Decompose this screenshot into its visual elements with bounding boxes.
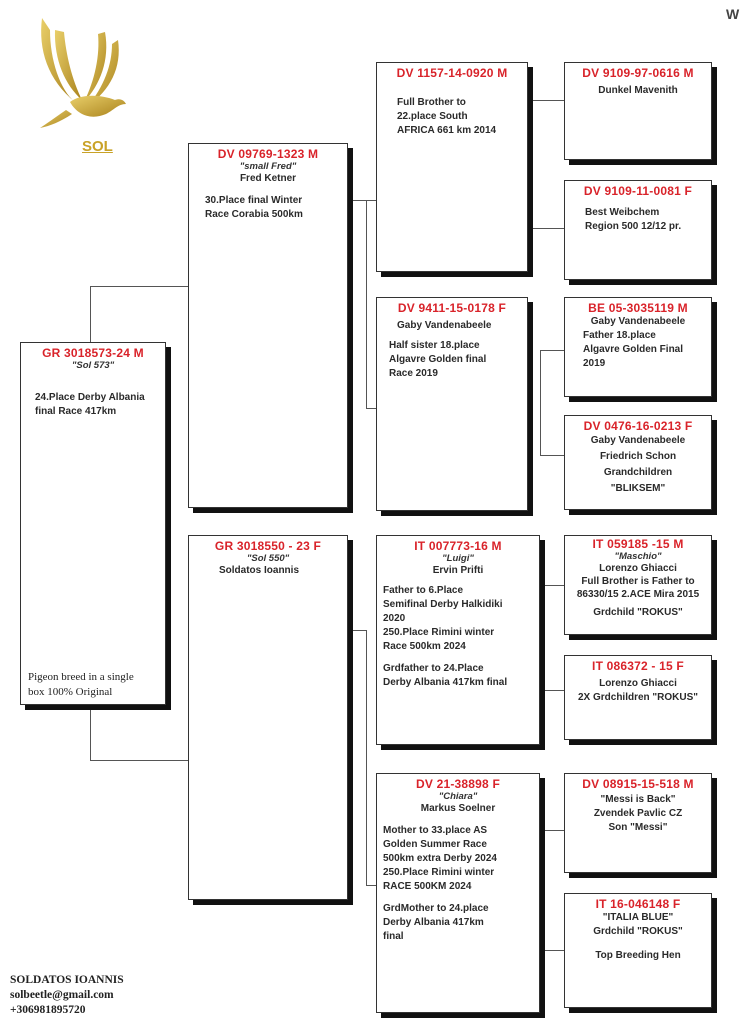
dam-sire-id: IT 007773-16 M bbox=[414, 539, 502, 553]
connector bbox=[90, 286, 91, 342]
sds-id: BE 05-3035119 M bbox=[588, 301, 688, 315]
sds-breeder: Gaby Vandenabeele bbox=[590, 316, 686, 327]
contact-phone[interactable]: +306981895720 bbox=[10, 1004, 86, 1016]
dds-id: DV 08915-15-518 M bbox=[582, 777, 694, 791]
sds-card bbox=[564, 297, 712, 397]
dam-dam-notes: Mother to 33.place AS Golden Summer Race 500km extra Derby 2024 250.Place Rimini winter RACE 500KM 2024 GrdMother to 24.place Derby Albania 417km final bbox=[383, 825, 497, 942]
sire-sire-notes: Full Brother to 22.place South AFRICA 661 km 2014 bbox=[397, 97, 497, 136]
connector bbox=[540, 830, 541, 950]
sire-breeder: Fred Ketner bbox=[239, 173, 297, 184]
ddd-card bbox=[564, 893, 712, 1008]
ssd-id: DV 9109-11-0081 F bbox=[583, 184, 693, 198]
connector bbox=[366, 885, 376, 886]
subject-id: GR 3018573-24 M bbox=[42, 346, 144, 360]
sdd-card bbox=[564, 415, 712, 510]
dds-card bbox=[564, 773, 712, 873]
connector bbox=[540, 585, 541, 690]
subject-card bbox=[20, 342, 166, 705]
sds-notes: Father 18.place Algavre Golden Final 2019 bbox=[583, 330, 684, 369]
dam-sire-card bbox=[376, 535, 540, 745]
subject-footer: Pigeon breed in a single box 100% Original bbox=[28, 671, 134, 698]
ddd-notes: "ITALIA BLUE" Grdchild "ROKUS" Top Breeding Hen bbox=[593, 912, 683, 961]
dam-dam-breeder: Markus Soelner bbox=[420, 803, 496, 814]
connector bbox=[528, 100, 564, 101]
connector bbox=[90, 760, 188, 761]
contact-email[interactable]: solbeetle@gmail.com bbox=[10, 989, 114, 1001]
connector bbox=[540, 350, 564, 351]
connector bbox=[366, 630, 367, 885]
logo bbox=[20, 10, 140, 165]
sss-card bbox=[564, 62, 712, 160]
ssd-card bbox=[564, 180, 712, 280]
sire-nick: "small Fred" bbox=[239, 161, 297, 172]
dam-id: GR 3018550 - 23 F bbox=[214, 539, 322, 553]
dss-card bbox=[564, 535, 712, 635]
dsd-id: IT 086372 - 15 F bbox=[592, 659, 684, 673]
connector bbox=[528, 228, 564, 229]
ddd-id: IT 16-046148 F bbox=[595, 897, 681, 911]
dsd-card bbox=[564, 655, 712, 740]
connector bbox=[348, 200, 366, 201]
dss-notes: Full Brother is Father to 86330/15 2.ACE Mira 2015 Grdchild "ROKUS" bbox=[576, 576, 700, 618]
dam-sire-nick: "Luigi" bbox=[442, 553, 474, 564]
sire-dam-card bbox=[376, 297, 528, 511]
dam-sire-notes: Father to 6.Place Semifinal Derby Halkidiki 2020 250.Place Rimini winter Race 500km 2024 Grdfather to 24.Place Derby Albania 417km final bbox=[383, 585, 508, 688]
dds-notes: "Messi is Back" Zvendek Pavlic CZ Son "Messi" bbox=[593, 794, 683, 833]
connector bbox=[540, 950, 564, 951]
sire-id: DV 09769-1323 M bbox=[217, 147, 319, 161]
contact-block bbox=[10, 973, 124, 1018]
sdd-notes: Gaby Vandenabeele Friedrich Schon Grandchildren "BLIKSEM" bbox=[590, 435, 686, 494]
connector bbox=[540, 690, 564, 691]
connector bbox=[366, 408, 376, 409]
connector bbox=[366, 200, 367, 408]
dove-icon bbox=[20, 10, 140, 140]
sire-dam-notes: Half sister 18.place Algavre Golden final Race 2019 bbox=[389, 340, 487, 379]
dam-nick: "Sol 550" bbox=[246, 553, 290, 564]
subject-notes: 24.Place Derby Albania final Race 417km bbox=[35, 392, 145, 417]
dss-id: IT 059185 -15 M bbox=[592, 537, 684, 551]
sss-id: DV 9109-97-0616 M bbox=[582, 66, 694, 80]
dss-nick: "Maschio" bbox=[614, 551, 662, 562]
connector bbox=[540, 585, 564, 586]
dam-breeder: Soldatos Ioannis bbox=[219, 565, 300, 576]
connector bbox=[90, 286, 188, 287]
dam-dam-card bbox=[376, 773, 540, 1013]
dss-breeder: Lorenzo Ghiacci bbox=[599, 563, 677, 574]
connector bbox=[348, 630, 366, 631]
connector bbox=[366, 200, 376, 201]
sire-sire-card bbox=[376, 62, 528, 272]
dam-dam-nick: "Chiara" bbox=[438, 791, 478, 802]
sire-notes: 30.Place final Winter Race Corabia 500km bbox=[205, 195, 303, 220]
connector bbox=[540, 350, 541, 455]
connector bbox=[540, 830, 564, 831]
dam-dam-id: DV 21-38898 F bbox=[416, 777, 500, 791]
corner-mark: W bbox=[726, 6, 740, 22]
logo-text: SOL bbox=[82, 138, 113, 155]
sire-dam-breeder: Gaby Vandenabeele bbox=[397, 320, 492, 331]
sire-sire-id: DV 1157-14-0920 M bbox=[396, 66, 508, 80]
dsd-notes: Lorenzo Ghiacci 2X Grdchildren "ROKUS" bbox=[577, 678, 699, 703]
connector bbox=[540, 455, 564, 456]
connector bbox=[90, 705, 91, 760]
dam-card bbox=[188, 535, 348, 900]
ssd-notes: Best Weibchem Region 500 12/12 pr. bbox=[585, 207, 682, 232]
contact-name: SOLDATOS IOANNIS bbox=[10, 974, 124, 986]
connector bbox=[528, 100, 529, 228]
sss-notes: Dunkel Mavenith bbox=[598, 85, 678, 96]
sdd-id: DV 0476-16-0213 F bbox=[583, 419, 693, 433]
sire-dam-id: DV 9411-15-0178 F bbox=[397, 301, 507, 315]
subject-nick: "Sol 573" bbox=[71, 360, 115, 371]
dam-sire-breeder: Ervin Prifti bbox=[432, 565, 484, 576]
sire-card bbox=[188, 143, 348, 508]
